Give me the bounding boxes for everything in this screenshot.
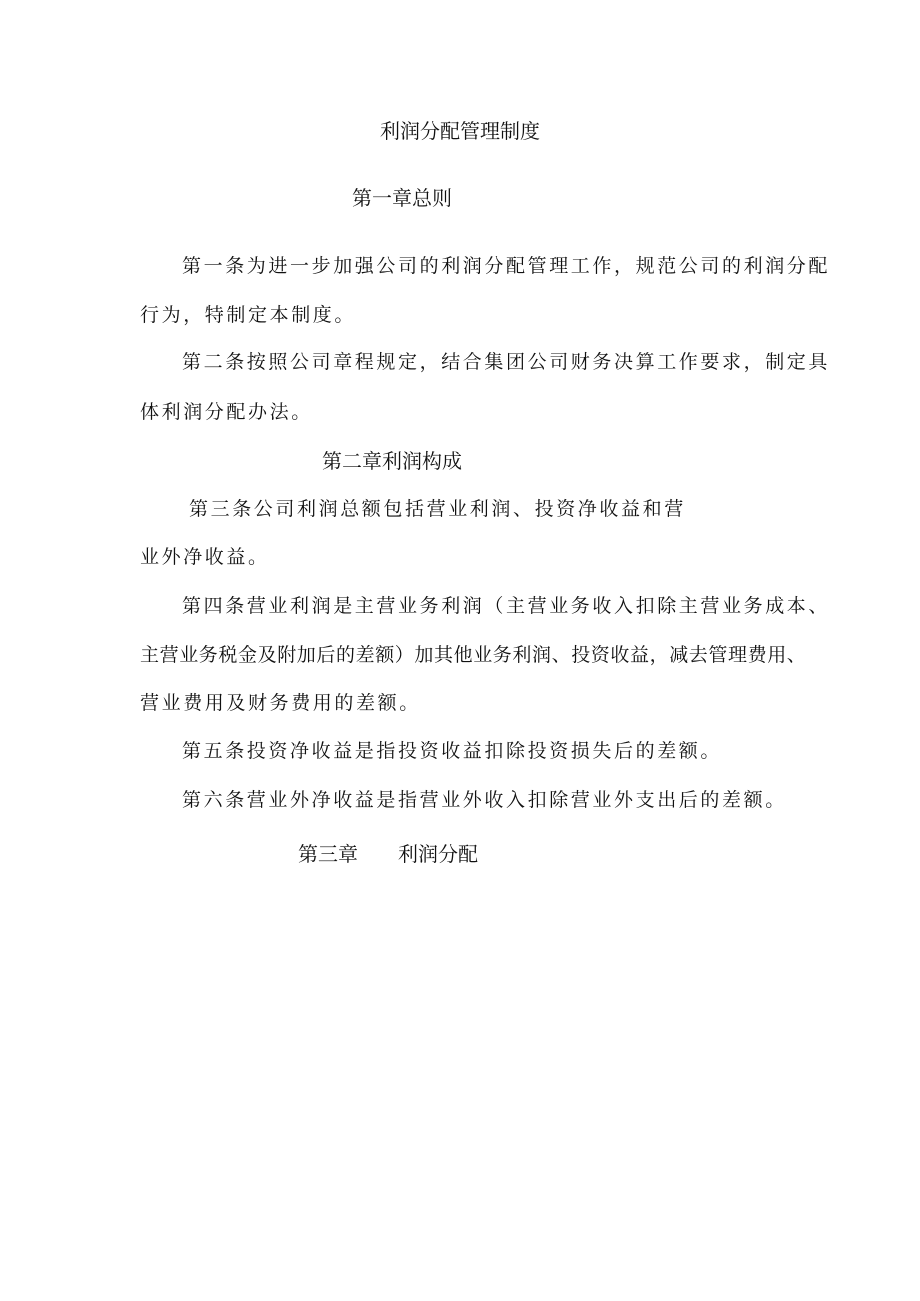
article-4-line-2: 主营业务税金及附加后的差额）加其他业务利润、投资收益，减去管理费用、	[140, 644, 807, 666]
chapter-1-heading: 第一章总则	[352, 186, 452, 210]
article-1-line-2: 行为，特制定本制度。	[140, 304, 357, 326]
article-1-line-1: 第一条为进一步加强公司的利润分配管理工作，规范公司的利润分配	[182, 255, 831, 277]
article-2-line-1: 第二条按照公司章程规定，结合集团公司财务决算工作要求，制定具	[182, 351, 831, 373]
article-3-line-2: 业外净收益。	[140, 546, 270, 568]
article-6-line-1: 第六条营业外净收益是指营业外收入扣除营业外支出后的差额。	[182, 789, 787, 811]
chapter-2-heading: 第二章利润构成	[322, 449, 462, 473]
chapter-3-title: 利润分配	[398, 842, 478, 866]
article-3-line-1: 第三条公司利润总额包括营业利润、投资净收益和营	[189, 498, 686, 520]
document-title: 利润分配管理制度	[380, 119, 540, 143]
article-4-line-3: 营业费用及财务费用的差额。	[140, 692, 421, 714]
chapter-3-number: 第三章	[298, 842, 358, 866]
chapter-3-heading	[298, 842, 478, 866]
article-4-line-1: 第四条营业利润是主营业务利润（主营业务收入扣除主营业务成本、	[182, 595, 831, 617]
article-2-line-2: 体利润分配办法。	[140, 401, 313, 423]
article-5-line-1: 第五条投资净收益是指投资收益扣除投资损失后的差额。	[182, 740, 723, 762]
